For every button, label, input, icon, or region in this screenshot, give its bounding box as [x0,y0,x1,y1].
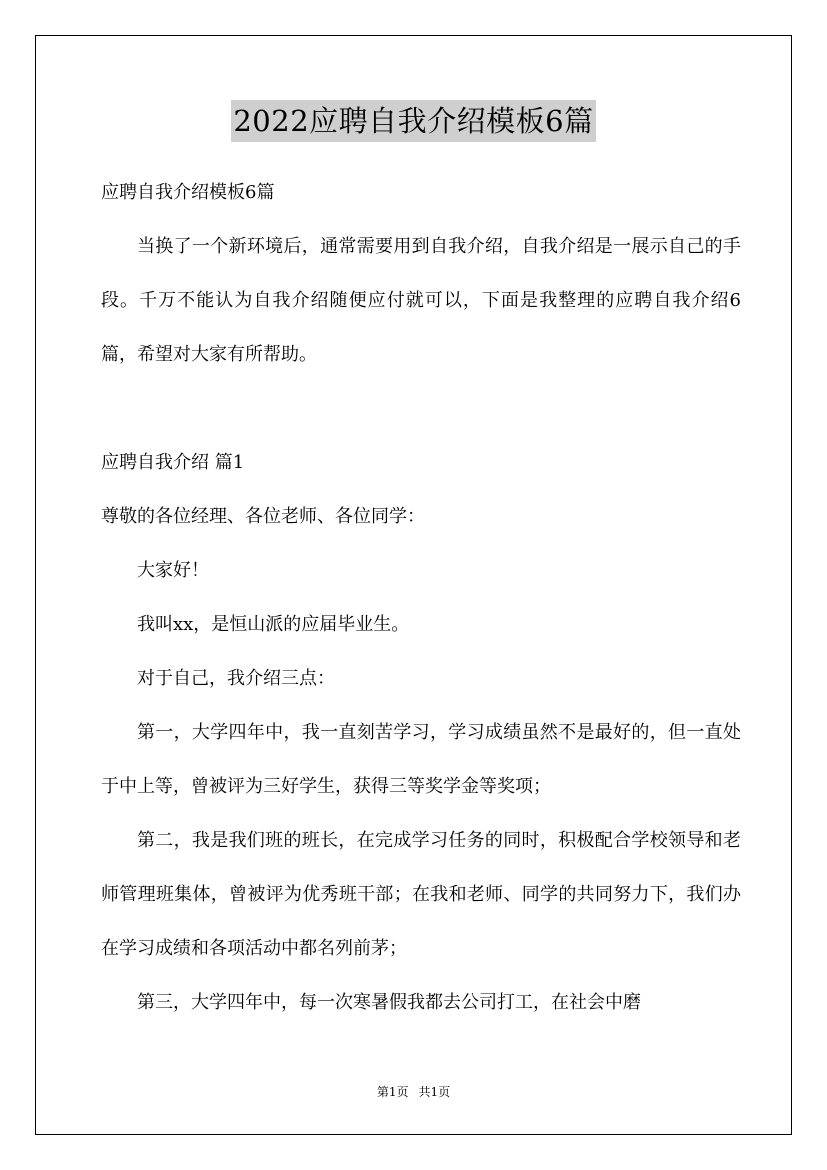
page-footer [0,1083,827,1101]
section-heading: 应聘自我介绍 篇1 [101,452,245,473]
subtitle: 应聘自我介绍模板6篇 [101,182,275,203]
title-wrap [0,100,827,142]
point-one-paragraph: 第一，大学四年中，我一直刻苦学习，学习成绩虽然不是最好的，但一直处于中上等，曾被评为三好学生，获得三等奖学金等奖项； [101,722,741,797]
point-three-paragraph: 第三，大学四年中，每一次寒暑假我都去公司打工，在社会中磨 [137,992,641,1013]
document-body [101,166,741,1030]
greeting: 大家好！ [137,560,209,581]
page-number-total: 共1页 [418,1085,451,1099]
self-name-paragraph: 我叫xx，是恒山派的应届毕业生。 [137,614,410,635]
three-points-paragraph: 对于自己，我介绍三点： [137,668,335,689]
page-number-current: 第1页 [376,1085,409,1099]
salutation: 尊敬的各位经理、各位老师、各位同学： [101,506,425,527]
document-title: 2022应聘自我介绍模板6篇 [231,100,595,142]
intro-paragraph: 当换了一个新环境后，通常需要用到自我介绍，自我介绍是一展示自己的手段。千万不能认为自我介绍随便应付就可以，下面是我整理的应聘自我介绍6篇，希望对大家有所帮助。 [101,236,741,365]
point-two-paragraph: 第二，我是我们班的班长，在完成学习任务的同时，积极配合学校领导和老师管理班集体，曾被评为优秀班干部；在我和老师、同学的共同努力下，我们办在学习成绩和各项活动中都名列前茅； [101,830,741,959]
blank-line [101,382,741,436]
